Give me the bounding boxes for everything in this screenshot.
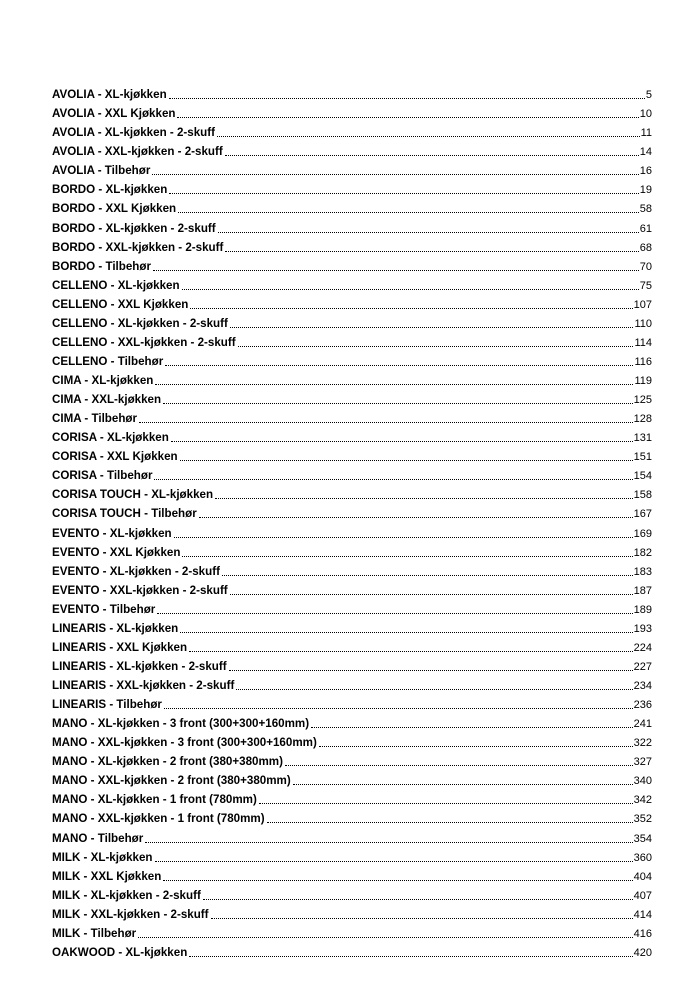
dot-leader (153, 269, 639, 271)
dot-leader (182, 555, 632, 557)
dot-leader (311, 726, 633, 728)
dot-leader (171, 440, 633, 442)
toc-entry-page-number[interactable]: 182 (633, 546, 652, 559)
toc-entry-page-number[interactable]: 110 (634, 317, 652, 330)
toc-entry-title[interactable]: EVENTO - XXL-kjøkken - 2-skuff (52, 583, 228, 597)
dot-leader (238, 345, 634, 347)
toc-entry[interactable] (52, 350, 652, 369)
toc-entry-page-number[interactable]: 322 (633, 737, 652, 750)
toc-entry-page-number[interactable]: 236 (633, 699, 652, 712)
toc-entry-page-number[interactable]: 119 (634, 375, 652, 387)
toc-entry-page-number[interactable]: 342 (633, 794, 652, 807)
toc-entry[interactable] (52, 464, 652, 483)
toc-entry-page-number[interactable]: 241 (633, 718, 652, 731)
toc-entry-page-number[interactable]: 407 (633, 889, 652, 902)
toc-entry-title[interactable]: MILK - XXL Kjøkken (52, 869, 162, 883)
dot-leader (189, 650, 633, 652)
toc-entry-title[interactable]: CORISA TOUCH - Tilbehør (52, 507, 197, 521)
toc-entry-page-number[interactable]: 107 (633, 298, 652, 311)
toc-entry[interactable] (52, 312, 652, 331)
toc-entry-title[interactable]: CORISA - XXL Kjøkken (52, 450, 178, 464)
dot-leader (230, 326, 634, 328)
toc-entry[interactable] (52, 769, 652, 788)
toc-entry[interactable] (52, 159, 652, 178)
toc-entry[interactable] (52, 255, 652, 274)
dot-leader (163, 402, 633, 404)
dot-leader (215, 497, 633, 499)
dot-leader (145, 841, 632, 843)
dot-leader (157, 612, 632, 614)
toc-entry[interactable] (52, 197, 652, 216)
dot-leader (165, 364, 633, 366)
toc-entry[interactable] (52, 712, 652, 731)
toc-entry[interactable] (52, 369, 652, 388)
toc-entry[interactable] (52, 388, 652, 407)
dot-leader (218, 231, 639, 233)
toc-entry[interactable] (52, 140, 652, 159)
toc-entry-page-number[interactable]: 187 (633, 584, 652, 597)
toc-entry-title[interactable]: CELLENO - Tilbehør (52, 354, 164, 368)
toc-entry-page-number[interactable]: 68 (639, 241, 652, 254)
toc-entry-title[interactable]: CIMA - XL-kjøkken (52, 374, 154, 387)
dot-leader (319, 745, 633, 747)
toc-entry-title[interactable]: CELLENO - XL-kjøkken (52, 278, 180, 292)
toc-entry[interactable] (52, 674, 652, 693)
toc-entry[interactable] (52, 331, 652, 350)
toc-entry-page-number[interactable]: 16 (639, 165, 652, 178)
toc-entry[interactable] (52, 560, 652, 579)
dot-leader (293, 783, 633, 785)
toc-entry[interactable] (52, 293, 652, 312)
dot-leader (225, 154, 639, 156)
dot-leader (267, 821, 633, 823)
toc-entry[interactable] (52, 502, 652, 521)
dot-leader (222, 574, 633, 576)
dot-leader (285, 764, 633, 766)
toc-entry-title[interactable]: LINEARIS - XXL Kjøkken (52, 640, 188, 654)
toc-entry-page-number[interactable]: 10 (639, 108, 652, 121)
toc-entry[interactable] (52, 655, 652, 674)
toc-entry[interactable] (52, 941, 652, 960)
toc-entry-page-number[interactable]: 128 (633, 413, 652, 426)
dot-leader (190, 307, 632, 309)
toc-entry-title[interactable]: BORDO - XL-kjøkken (52, 183, 168, 197)
toc-entry-page-number[interactable]: 404 (633, 870, 652, 883)
toc-entry-page-number[interactable]: 154 (633, 470, 652, 483)
toc-entry-page-number[interactable]: 11 (640, 127, 652, 140)
toc-entry-page-number[interactable]: 227 (633, 660, 652, 673)
toc-entry-page-number[interactable]: 169 (633, 527, 652, 540)
toc-entry-page-number[interactable]: 189 (633, 603, 652, 616)
toc-entry[interactable] (52, 788, 652, 807)
toc-entry-title[interactable]: EVENTO - XL-kjøkken (52, 526, 172, 540)
toc-entry-page-number[interactable]: 420 (633, 946, 652, 959)
toc-entry-page-number[interactable]: 340 (633, 775, 652, 788)
toc-entry-title[interactable]: EVENTO - XL-kjøkken - 2-skuff (52, 564, 220, 578)
dot-leader (169, 97, 645, 99)
toc-entry[interactable] (52, 846, 652, 865)
toc-entry-title[interactable]: MANO - XXL-kjøkken - 3 front (300+300+160mm) (52, 736, 317, 750)
toc-entry[interactable] (52, 922, 652, 941)
toc-entry-page-number[interactable]: 58 (639, 203, 652, 216)
toc-entry-page-number[interactable]: 167 (633, 508, 652, 521)
toc-entry[interactable] (52, 598, 652, 617)
toc-entry[interactable] (52, 865, 652, 884)
toc-entry[interactable] (52, 636, 652, 655)
toc-entry-page-number[interactable]: 183 (633, 565, 652, 578)
table-of-contents (52, 83, 652, 960)
toc-entry-title[interactable]: CORISA - Tilbehør (52, 469, 153, 483)
toc-entry-page-number[interactable]: 224 (633, 641, 652, 654)
dot-leader (178, 211, 639, 213)
toc-entry[interactable] (52, 826, 652, 845)
toc-entry-page-number[interactable]: 151 (633, 451, 652, 464)
toc-entry[interactable] (52, 121, 652, 140)
toc-entry-title[interactable]: BORDO - XXL-kjøkken - 2-skuff (52, 240, 224, 254)
dot-leader (155, 860, 633, 862)
dot-leader (182, 288, 639, 290)
toc-entry-page-number[interactable]: 116 (634, 355, 652, 368)
toc-entry-title[interactable]: CELLENO - XXL Kjøkken (52, 297, 189, 311)
toc-entry-page-number[interactable]: 70 (639, 260, 652, 273)
dot-leader (236, 688, 632, 690)
toc-entry-title[interactable]: AVOLIA - XL-kjøkken - 2-skuff (52, 126, 215, 140)
toc-entry-title[interactable]: MANO - Tilbehør (52, 831, 144, 845)
toc-entry-page-number[interactable]: 360 (633, 851, 652, 864)
toc-entry-title[interactable]: MANO - XL-kjøkken - 3 front (300+300+160mm) (52, 717, 310, 731)
dot-leader (229, 669, 633, 671)
toc-entry[interactable] (52, 102, 652, 121)
toc-entry-title[interactable]: AVOLIA - XL-kjøkken (52, 88, 167, 102)
toc-entry[interactable] (52, 483, 652, 502)
dot-leader (259, 802, 633, 804)
toc-entry[interactable] (52, 236, 652, 255)
dot-leader (152, 173, 638, 175)
toc-entry-page-number[interactable]: 14 (639, 146, 652, 159)
toc-entry[interactable] (52, 216, 652, 235)
toc-entry[interactable] (52, 617, 652, 636)
toc-entry-title[interactable]: MANO - XL-kjøkken - 1 front (780mm) (52, 793, 257, 807)
toc-entry-title[interactable]: LINEARIS - XXL-kjøkken - 2-skuff (52, 679, 235, 692)
dot-leader (154, 478, 632, 480)
dot-leader (138, 936, 632, 938)
toc-entry-title[interactable]: CORISA - XL-kjøkken (52, 431, 169, 445)
toc-entry-page-number[interactable]: 352 (633, 813, 652, 826)
toc-entry-title[interactable]: EVENTO - Tilbehør (52, 602, 156, 616)
toc-entry[interactable] (52, 731, 652, 750)
toc-entry-page-number[interactable]: 414 (633, 908, 652, 921)
toc-entry-title[interactable]: CIMA - XXL-kjøkken (52, 393, 162, 407)
toc-entry-title[interactable]: MILK - XXL-kjøkken - 2-skuff (52, 907, 209, 921)
toc-entry-page-number[interactable]: 234 (633, 680, 652, 692)
toc-entry-title[interactable]: MILK - XL-kjøkken - 2-skuff (52, 888, 201, 902)
toc-entry-title[interactable]: EVENTO - XXL Kjøkken (52, 545, 181, 559)
dot-leader (225, 250, 638, 252)
toc-entry-page-number[interactable]: 61 (639, 222, 652, 235)
toc-entry-title[interactable]: CELLENO - XXL-kjøkken - 2-skuff (52, 335, 236, 349)
toc-entry[interactable] (52, 903, 652, 922)
toc-entry-page-number[interactable]: 158 (633, 489, 652, 502)
dot-leader (163, 879, 632, 881)
toc-entry-title[interactable]: CORISA TOUCH - XL-kjøkken (52, 488, 214, 502)
toc-entry-title[interactable]: AVOLIA - Tilbehør (52, 164, 151, 178)
toc-entry[interactable] (52, 807, 652, 826)
toc-entry-title[interactable]: CELLENO - XL-kjøkken - 2-skuff (52, 316, 228, 330)
toc-entry[interactable] (52, 884, 652, 903)
toc-entry-title[interactable]: MANO - XXL-kjøkken - 2 front (380+380mm) (52, 774, 291, 788)
toc-entry[interactable] (52, 693, 652, 712)
toc-entry[interactable] (52, 83, 652, 102)
toc-entry-title[interactable]: MILK - XL-kjøkken (52, 850, 153, 864)
toc-entry-title[interactable]: MANO - XL-kjøkken - 2 front (380+380mm) (52, 755, 283, 769)
toc-entry-title[interactable]: LINEARIS - Tilbehør (52, 698, 162, 712)
dot-leader (180, 459, 633, 461)
dot-leader (139, 421, 633, 423)
dot-leader (155, 383, 633, 385)
toc-entry[interactable] (52, 579, 652, 598)
toc-entry-title[interactable]: MANO - XXL-kjøkken - 1 front (780mm) (52, 812, 265, 826)
dot-leader (177, 116, 638, 118)
toc-entry-page-number[interactable]: 19 (639, 184, 652, 197)
dot-leader (199, 516, 633, 518)
toc-entry-page-number[interactable]: 354 (633, 832, 652, 845)
toc-entry-page-number[interactable]: 75 (639, 279, 652, 292)
toc-entry-page-number[interactable]: 327 (633, 756, 652, 769)
dot-leader (189, 955, 632, 957)
toc-entry-page-number[interactable]: 416 (633, 927, 652, 940)
toc-entry[interactable] (52, 750, 652, 769)
toc-entry-title[interactable]: OAKWOOD - XL-kjøkken (52, 945, 188, 959)
toc-entry-title[interactable]: BORDO - Tilbehør (52, 259, 151, 273)
toc-entry-page-number[interactable]: 5 (645, 89, 652, 102)
dot-leader (217, 135, 640, 137)
toc-entry-page-number[interactable]: 125 (633, 394, 652, 407)
dot-leader (211, 917, 633, 919)
toc-entry[interactable] (52, 521, 652, 540)
toc-entry[interactable] (52, 426, 652, 445)
toc-entry[interactable] (52, 407, 652, 426)
toc-entry-page-number[interactable]: 193 (633, 622, 652, 635)
toc-entry-title[interactable]: BORDO - XXL Kjøkken (52, 202, 177, 216)
toc-entry-page-number[interactable]: 131 (633, 432, 652, 445)
toc-entry-title[interactable]: MILK - Tilbehør (52, 926, 137, 940)
toc-entry-title[interactable]: LINEARIS - XL-kjøkken (52, 621, 179, 635)
dot-leader (203, 898, 633, 900)
toc-entry[interactable] (52, 178, 652, 197)
dot-leader (174, 536, 633, 538)
toc-entry-title[interactable]: AVOLIA - XXL Kjøkken (52, 107, 176, 121)
dot-leader (164, 707, 633, 709)
dot-leader (230, 593, 633, 595)
toc-entry-title[interactable]: AVOLIA - XXL-kjøkken - 2-skuff (52, 145, 223, 159)
toc-entry[interactable] (52, 445, 652, 464)
toc-entry-page-number[interactable]: 114 (634, 336, 652, 349)
toc-entry-title[interactable]: CIMA - Tilbehør (52, 412, 138, 426)
toc-entry-title[interactable]: LINEARIS - XL-kjøkken - 2-skuff (52, 659, 227, 673)
dot-leader (180, 631, 632, 633)
dot-leader (169, 192, 638, 194)
toc-entry-title[interactable]: BORDO - XL-kjøkken - 2-skuff (52, 221, 216, 235)
toc-entry[interactable] (52, 274, 652, 293)
toc-entry[interactable] (52, 541, 652, 560)
